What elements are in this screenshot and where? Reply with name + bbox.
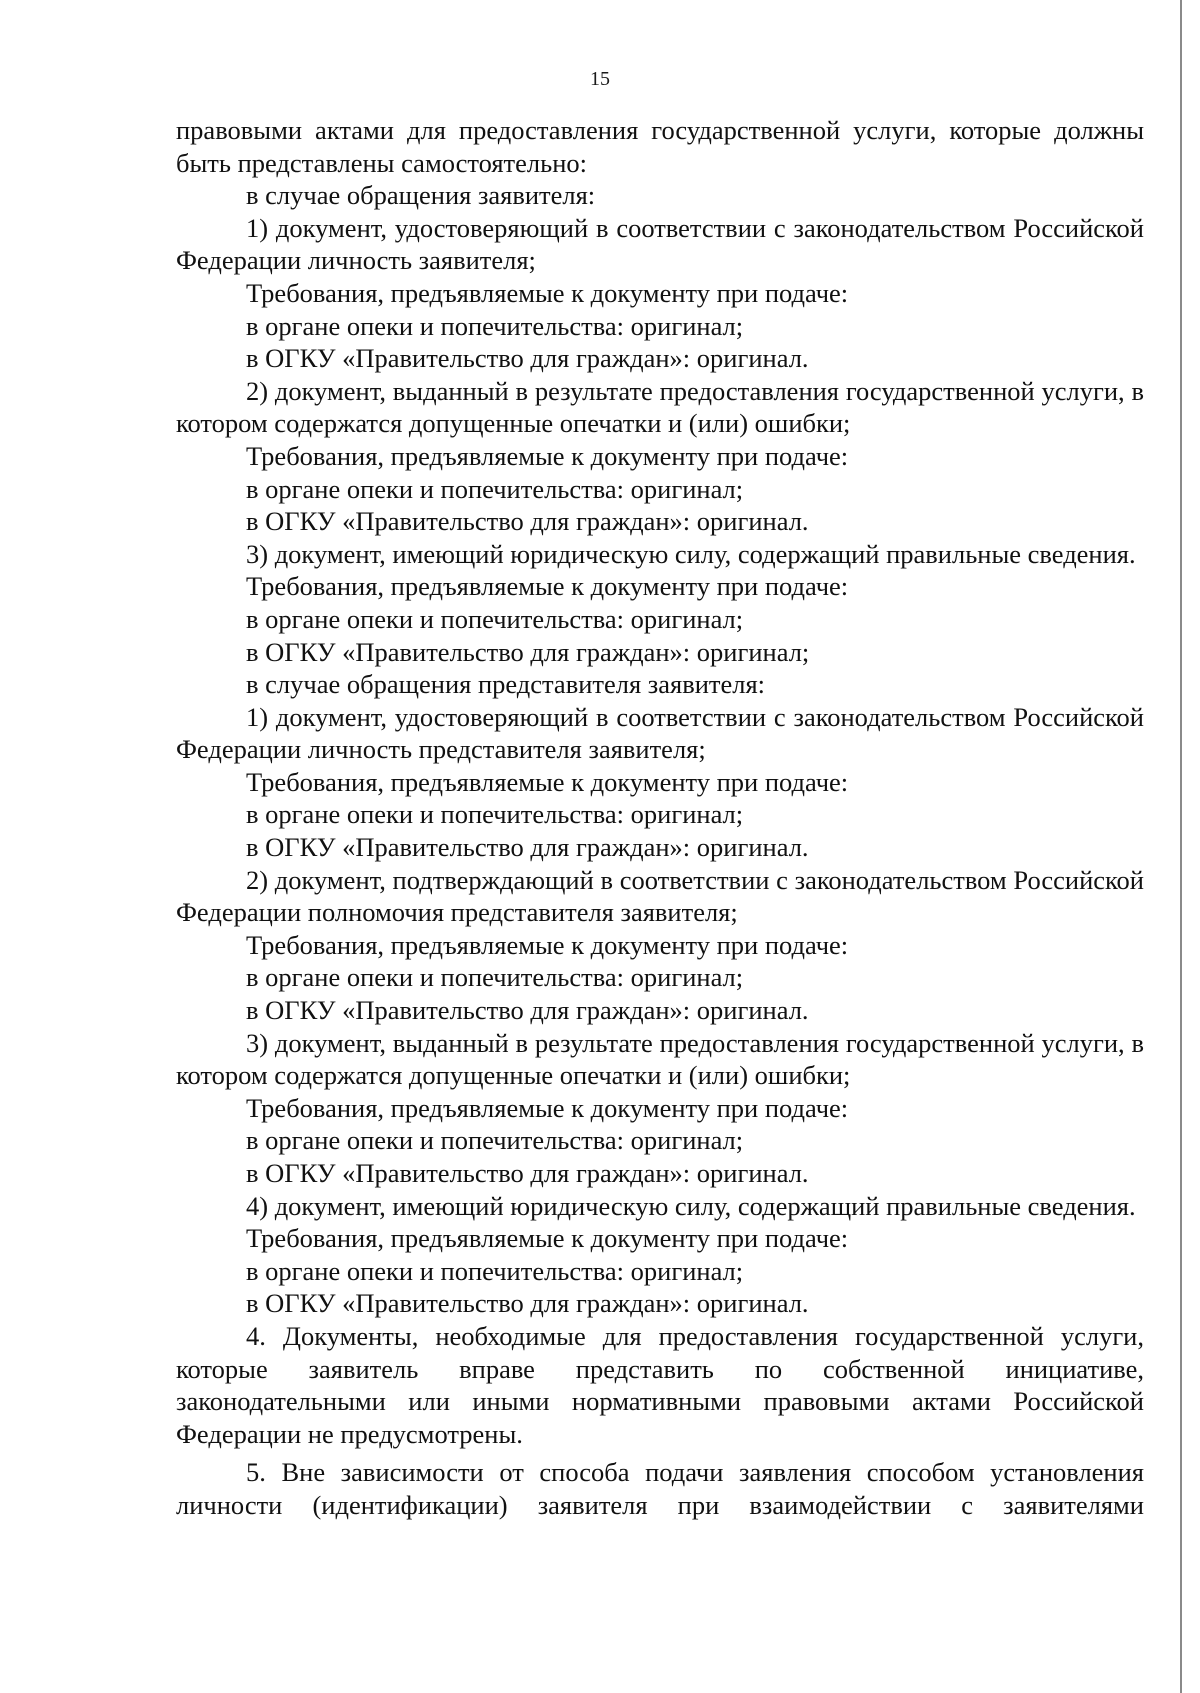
paragraph: 4. Документы, необходимые для предоставления государственной услуги, которые заявитель вправе представить по собственной инициативе, законодательными или иными нормативными правовыми актами Российской Федерации не предусмотрены.: [176, 1320, 1144, 1449]
paragraph: в органе опеки и попечительства: оригинал;: [246, 1125, 744, 1156]
paragraph: в органе опеки и попечительства: оригинал;: [246, 473, 744, 504]
paragraph: в органе опеки и попечительства: оригинал;: [246, 603, 744, 634]
paragraph: Требования, предъявляемые к документу при подаче:: [246, 766, 849, 797]
paragraph: 1) документ, удостоверяющий в соответствии с законодательством Российской Федерации личность представителя заявителя;: [176, 701, 1144, 765]
paragraph: Требования, предъявляемые к документу при подаче:: [246, 1223, 849, 1254]
paragraph: Требования, предъявляемые к документу при подаче:: [246, 277, 849, 308]
paragraph: в ОГКУ «Правительство для граждан»: оригинал.: [246, 995, 809, 1026]
paragraph: 5. Вне зависимости от способа подачи заявления способом установления личности (идентификации) заявителя при взаимодействии с заявителями: [176, 1457, 1144, 1520]
paragraph: Требования, предъявляемые к документу при подаче:: [246, 1092, 849, 1123]
paragraph: в ОГКУ «Правительство для граждан»: оригинал.: [246, 1288, 809, 1319]
paragraph: Требования, предъявляемые к документу при подаче:: [246, 929, 849, 960]
paragraph: 2) документ, выданный в результате предоставления государственной услуги, в котором содержатся допущенные опечатки и (или) ошибки;: [176, 375, 1144, 439]
paragraph: Требования, предъявляемые к документу при подаче:: [246, 571, 849, 602]
paragraph: Требования, предъявляемые к документу при подаче:: [246, 440, 849, 471]
paragraph: в органе опеки и попечительства: оригинал;: [246, 962, 744, 993]
document-body: [176, 114, 1144, 1522]
paragraph: 1) документ, удостоверяющий в соответствии с законодательством Российской Федерации личность заявителя;: [176, 212, 1144, 276]
paragraph: в ОГКУ «Правительство для граждан»: оригинал.: [246, 343, 809, 374]
paragraph: в ОГКУ «Правительство для граждан»: оригинал.: [246, 832, 809, 863]
page-number: 15: [590, 68, 610, 90]
paragraph: правовыми актами для предоставления государственной услуги, которые должны быть представлены самостоятельно:: [176, 115, 1144, 178]
paragraph: в ОГКУ «Правительство для граждан»: оригинал;: [246, 636, 810, 667]
paragraph: в органе опеки и попечительства: оригинал;: [246, 1255, 744, 1286]
paragraph: 2) документ, подтверждающий в соответствии с законодательством Российской Федерации полномочия представителя заявителя;: [176, 864, 1144, 928]
paragraph: в органе опеки и попечительства: оригинал;: [246, 799, 744, 830]
scan-edge-line: [1180, 0, 1182, 1693]
paragraph: в ОГКУ «Правительство для граждан»: оригинал.: [246, 506, 809, 537]
paragraph: в органе опеки и попечительства: оригинал;: [246, 310, 744, 341]
paragraph: в случае обращения заявителя:: [246, 180, 596, 211]
paragraph: в случае обращения представителя заявителя:: [246, 669, 766, 700]
paragraph: 3) документ, имеющий юридическую силу, содержащий правильные сведения.: [246, 538, 1136, 569]
paragraph: в ОГКУ «Правительство для граждан»: оригинал.: [246, 1158, 809, 1188]
paragraph: 3) документ, выданный в результате предоставления государственной услуги, в котором содержатся допущенные опечатки и (или) ошибки;: [176, 1027, 1144, 1091]
paragraph: 4) документ, имеющий юридическую силу, содержащий правильные сведения.: [246, 1190, 1136, 1221]
